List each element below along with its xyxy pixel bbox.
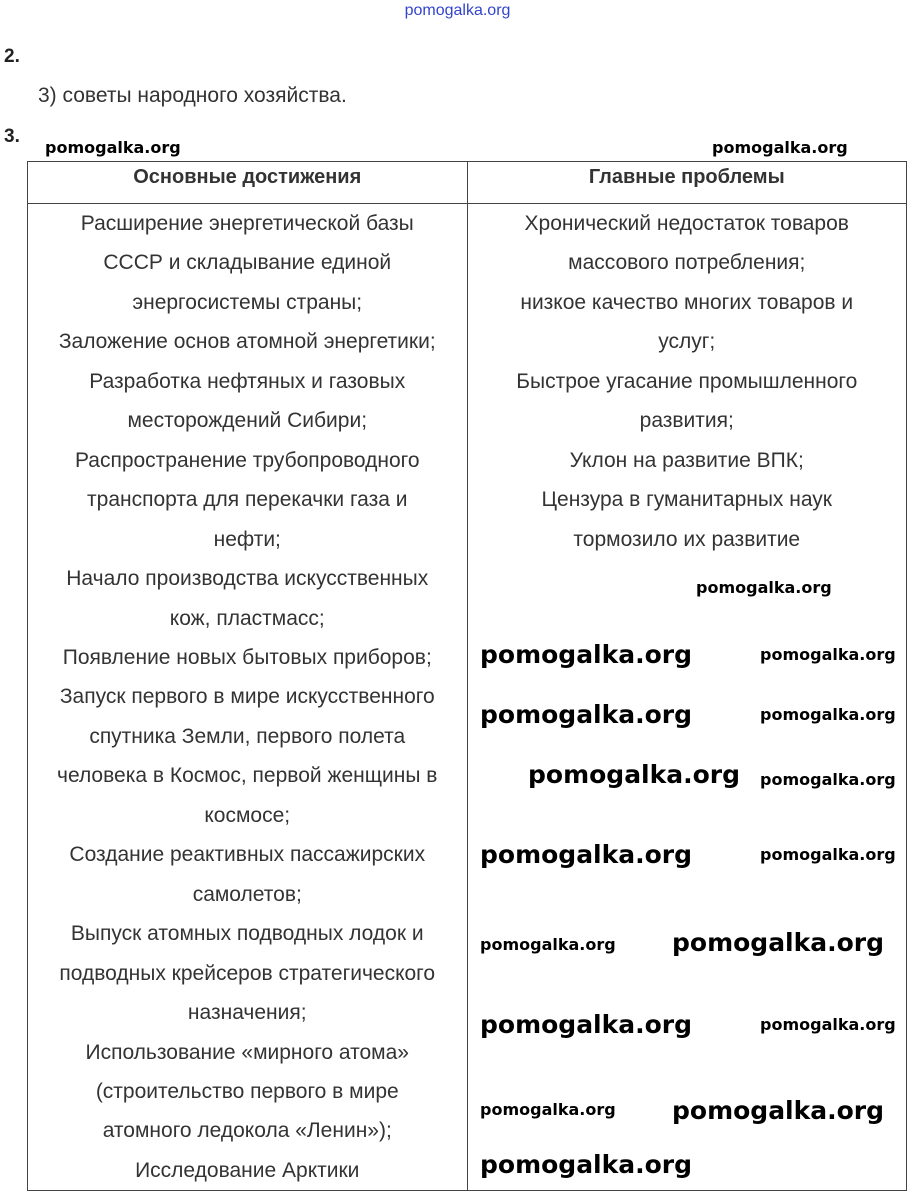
- watermark: pomogalka.org: [480, 1150, 693, 1179]
- watermark: pomogalka.org: [480, 640, 693, 669]
- task-2-answer: 3) советы народного хозяйства.: [38, 84, 347, 107]
- cell-line: подводных крейсеров стратегического: [59, 961, 436, 985]
- watermark: pomogalka.org: [480, 1010, 693, 1039]
- cell-line: СССР и складывание единой: [103, 251, 392, 275]
- watermark: pomogalka.org: [45, 138, 181, 157]
- cell-line: низкое качество многих товаров и: [520, 290, 854, 314]
- cell-line: (строительство первого в мире: [95, 1079, 399, 1103]
- watermark: pomogalka.org: [672, 928, 885, 957]
- cell-line: Хронический недостаток товаров: [524, 212, 849, 235]
- cell-line: транспорта для перекачки газа и: [87, 488, 408, 512]
- watermark: pomogalka.org: [760, 845, 896, 864]
- task-3-number: 3.: [4, 126, 20, 147]
- task-2-number: 2.: [4, 46, 20, 67]
- cell-line: массового потребления;: [568, 251, 806, 275]
- achievements-cell: [28, 204, 468, 1191]
- watermark: pomogalka.org: [696, 578, 832, 597]
- cell-line: Исследование Арктики: [135, 1158, 360, 1182]
- cell-line: Уклон на развитие ВПК;: [569, 448, 804, 472]
- cell-line: самолетов;: [192, 882, 302, 906]
- cell-line: нефти;: [213, 527, 281, 551]
- watermark: pomogalka.org: [760, 770, 896, 789]
- cell-line: Появление новых бытовых приборов;: [62, 645, 432, 669]
- watermark: pomogalka.org: [480, 840, 693, 869]
- cell-line: энергосистемы страны;: [132, 290, 363, 314]
- watermark: pomogalka.org: [480, 700, 693, 729]
- cell-line: человека в Космос, первой женщины в: [57, 764, 438, 788]
- cell-line: кож, пластмасс;: [169, 606, 325, 630]
- cell-line: Использование «мирного атома»: [85, 1040, 409, 1064]
- watermark: pomogalka.org: [760, 1015, 896, 1034]
- cell-line: развития;: [639, 409, 734, 433]
- watermark: pomogalka.org: [480, 1100, 616, 1119]
- cell-line: услуг;: [658, 330, 716, 354]
- site-link[interactable]: pomogalka.org: [404, 2, 511, 19]
- cell-line: тормозило их развитие: [573, 527, 801, 551]
- cell-line: Цензура в гуманитарных наук: [541, 488, 832, 512]
- cell-line: назначения;: [187, 1001, 307, 1025]
- cell-line: Распространение трубопроводного: [74, 448, 420, 472]
- cell-line: месторождений Сибири;: [127, 409, 368, 433]
- cell-line: Быстрое угасание промышленного: [516, 369, 858, 393]
- cell-line: Запуск первого в мире искусственного: [59, 685, 435, 709]
- cell-line: спутника Земли, первого полета: [89, 724, 406, 748]
- achievements-problems-table: [27, 161, 907, 1191]
- cell-line: Создание реактивных пассажирских: [69, 843, 426, 867]
- cell-line: Расширение энергетической базы: [80, 212, 414, 235]
- cell-line: Начало производства искусственных: [66, 567, 429, 591]
- watermark: pomogalka.org: [760, 705, 896, 724]
- watermark: pomogalka.org: [760, 645, 896, 664]
- watermark: pomogalka.org: [480, 935, 616, 954]
- cell-line: Разработка нефтяных и газовых: [89, 369, 406, 393]
- problems-cell: [467, 204, 907, 1191]
- cell-line: Заложение основ атомной энергетики;: [58, 330, 436, 354]
- cell-line: атомного ледокола «Ленин»);: [102, 1119, 392, 1143]
- cell-line: Выпуск атомных подводных лодок и: [70, 922, 424, 946]
- header-achievements: Основные достижения: [28, 162, 468, 204]
- watermark: pomogalka.org: [712, 138, 848, 157]
- header-problems: Главные проблемы: [467, 162, 907, 204]
- watermark: pomogalka.org: [528, 760, 741, 789]
- cell-line: космосе;: [204, 803, 291, 827]
- watermark: pomogalka.org: [672, 1096, 885, 1125]
